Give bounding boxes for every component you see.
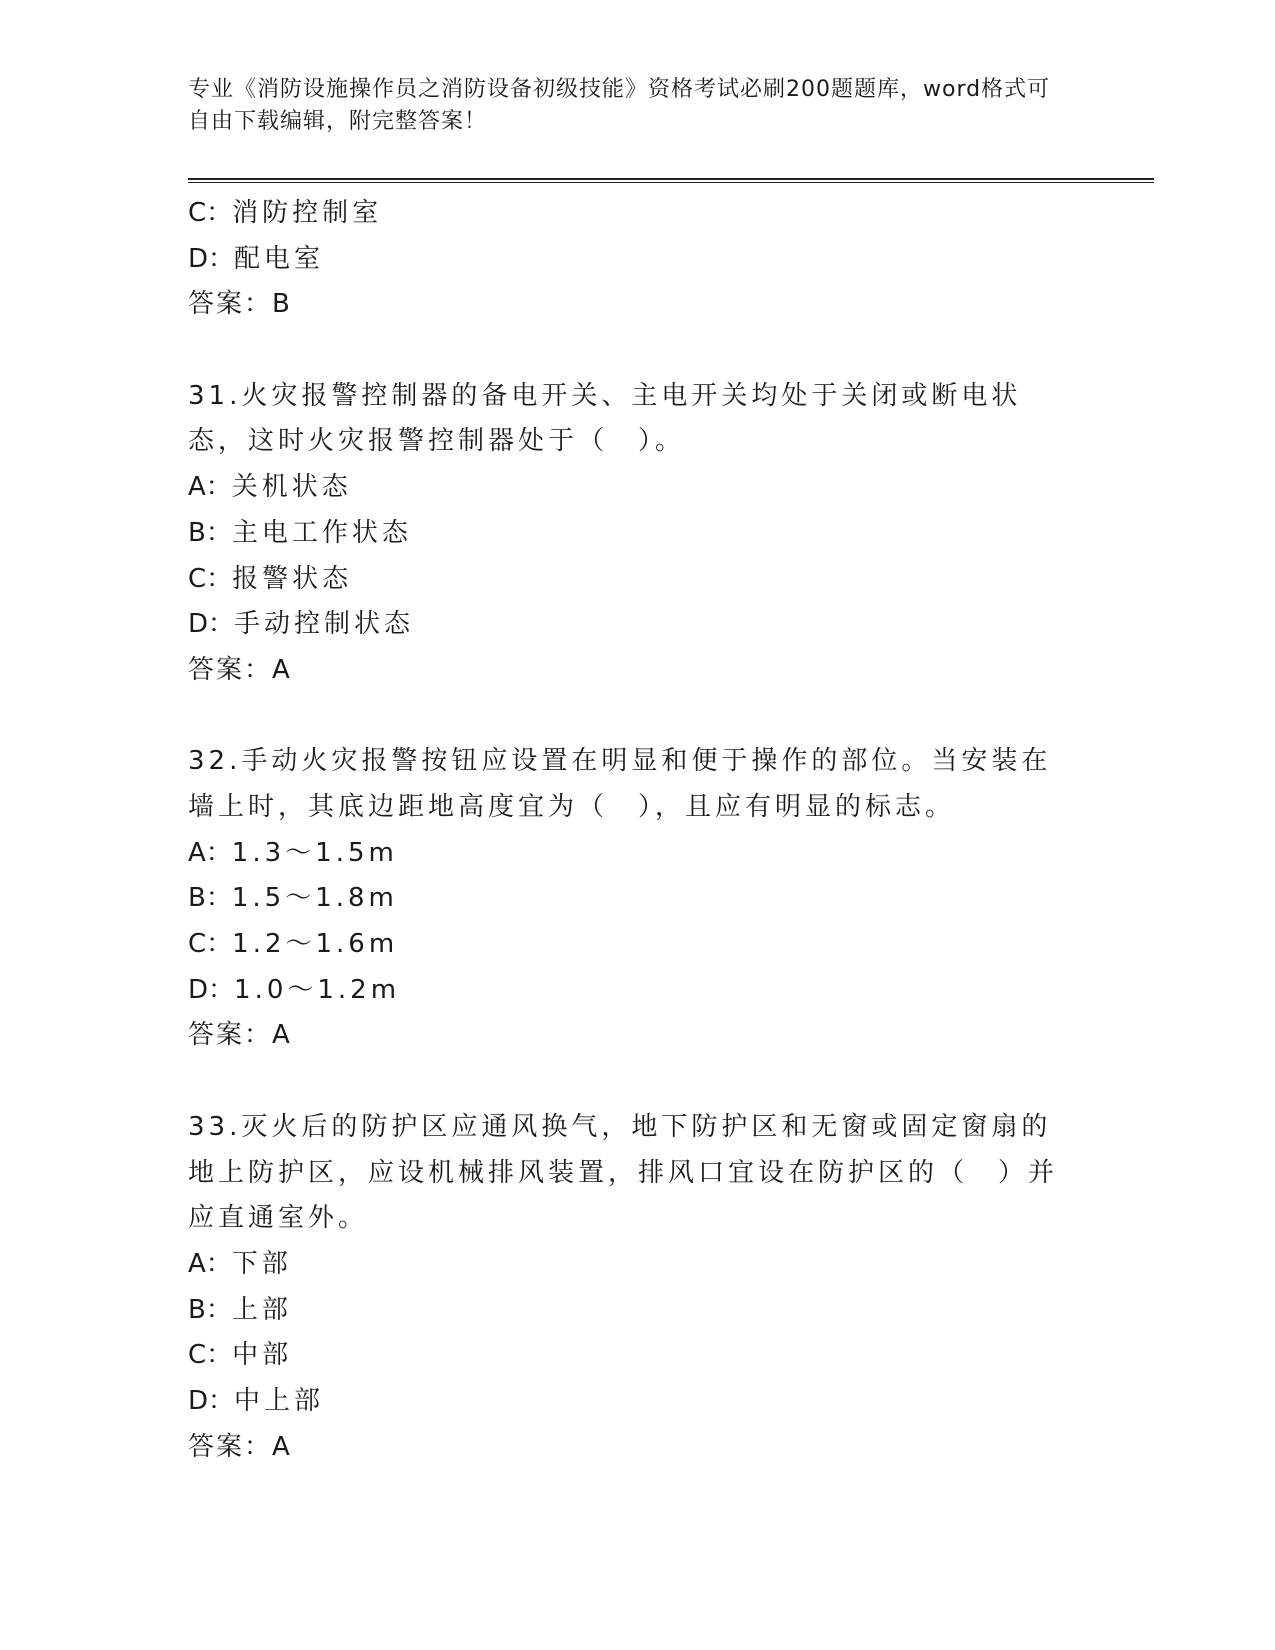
answer: 答案：A [188,1020,292,1051]
option-key: A： [188,472,232,503]
option-key: B： [188,1294,232,1325]
question-text: 31.火灾报警控制器的备电开关、主电开关均处于关闭或断电状态，这时火灾报警控制器处于（ ）。 [188,380,1022,457]
answer: 答案：A [188,1431,292,1462]
option-c [188,922,1088,968]
option-c [188,1333,1088,1379]
option-text: 1.5～1.8m [231,883,398,914]
option-text: 消防控制室 [232,198,383,228]
option-text: 中上部 [234,1385,325,1416]
option-c [188,557,1088,603]
option-d [188,968,1088,1014]
option-key: B： [188,883,232,914]
option-text: 1.0～1.2m [234,974,401,1005]
question-text: 32.手动火灾报警按钮应设置在明显和便于操作的部位。当安装在墙上时，其底边距地高度宜为（ ），且应有明显的标志。 [188,746,1052,822]
spacer [188,1059,1088,1105]
option-a [188,465,1088,511]
option-key: C： [188,929,233,960]
option-d [188,1379,1088,1425]
option-key: C： [188,563,233,594]
option-key: A： [188,837,232,868]
option-text: 下部 [231,1248,292,1279]
spacer [188,328,1088,374]
answer: 答案：A [188,654,292,685]
option-key: D： [188,243,235,274]
document-body [188,191,1088,1470]
option-key: B： [188,517,232,548]
option-text: 中部 [232,1340,293,1371]
document-header: 专业《消防设施操作员之消防设备初级技能》资格考试必刷200题题库，word格式可自由下载编辑，附完整答案！ [188,77,1051,134]
option-a [188,831,1088,877]
option-text: 关机状态 [231,472,352,503]
answer: 答案：B [188,289,292,320]
option-key: A： [188,1248,232,1279]
option-b [188,1288,1088,1334]
option-text: 配电室 [234,243,325,274]
option-d [188,237,1088,283]
option-d [188,602,1088,648]
option-key: C： [188,198,233,228]
option-b [188,876,1088,922]
question-32 [188,739,1088,1059]
question-text: 33.灭火后的防护区应通风换气，地下防护区和无窗或固定窗扇的地上防护区，应设机械排风装置，排风口宜设在防护区的（ ）并应直通室外。 [188,1111,1059,1234]
question-31 [188,374,1088,694]
option-text: 1.3～1.5m [231,837,398,868]
option-text: 主电工作状态 [231,517,412,548]
option-text: 报警状态 [232,563,353,594]
prev-question-tail [188,191,1088,328]
option-key: C： [188,1340,233,1371]
option-a [188,1242,1088,1288]
option-b [188,511,1088,557]
question-33 [188,1105,1088,1471]
option-key: D： [188,609,235,640]
option-text: 手动控制状态 [234,609,415,640]
option-key: D： [188,1385,235,1416]
option-key: D： [188,974,235,1005]
option-text: 1.2～1.6m [232,929,399,960]
option-c [188,191,1088,237]
header-divider [188,178,1154,183]
option-text: 上部 [231,1294,292,1325]
spacer [188,694,1088,740]
